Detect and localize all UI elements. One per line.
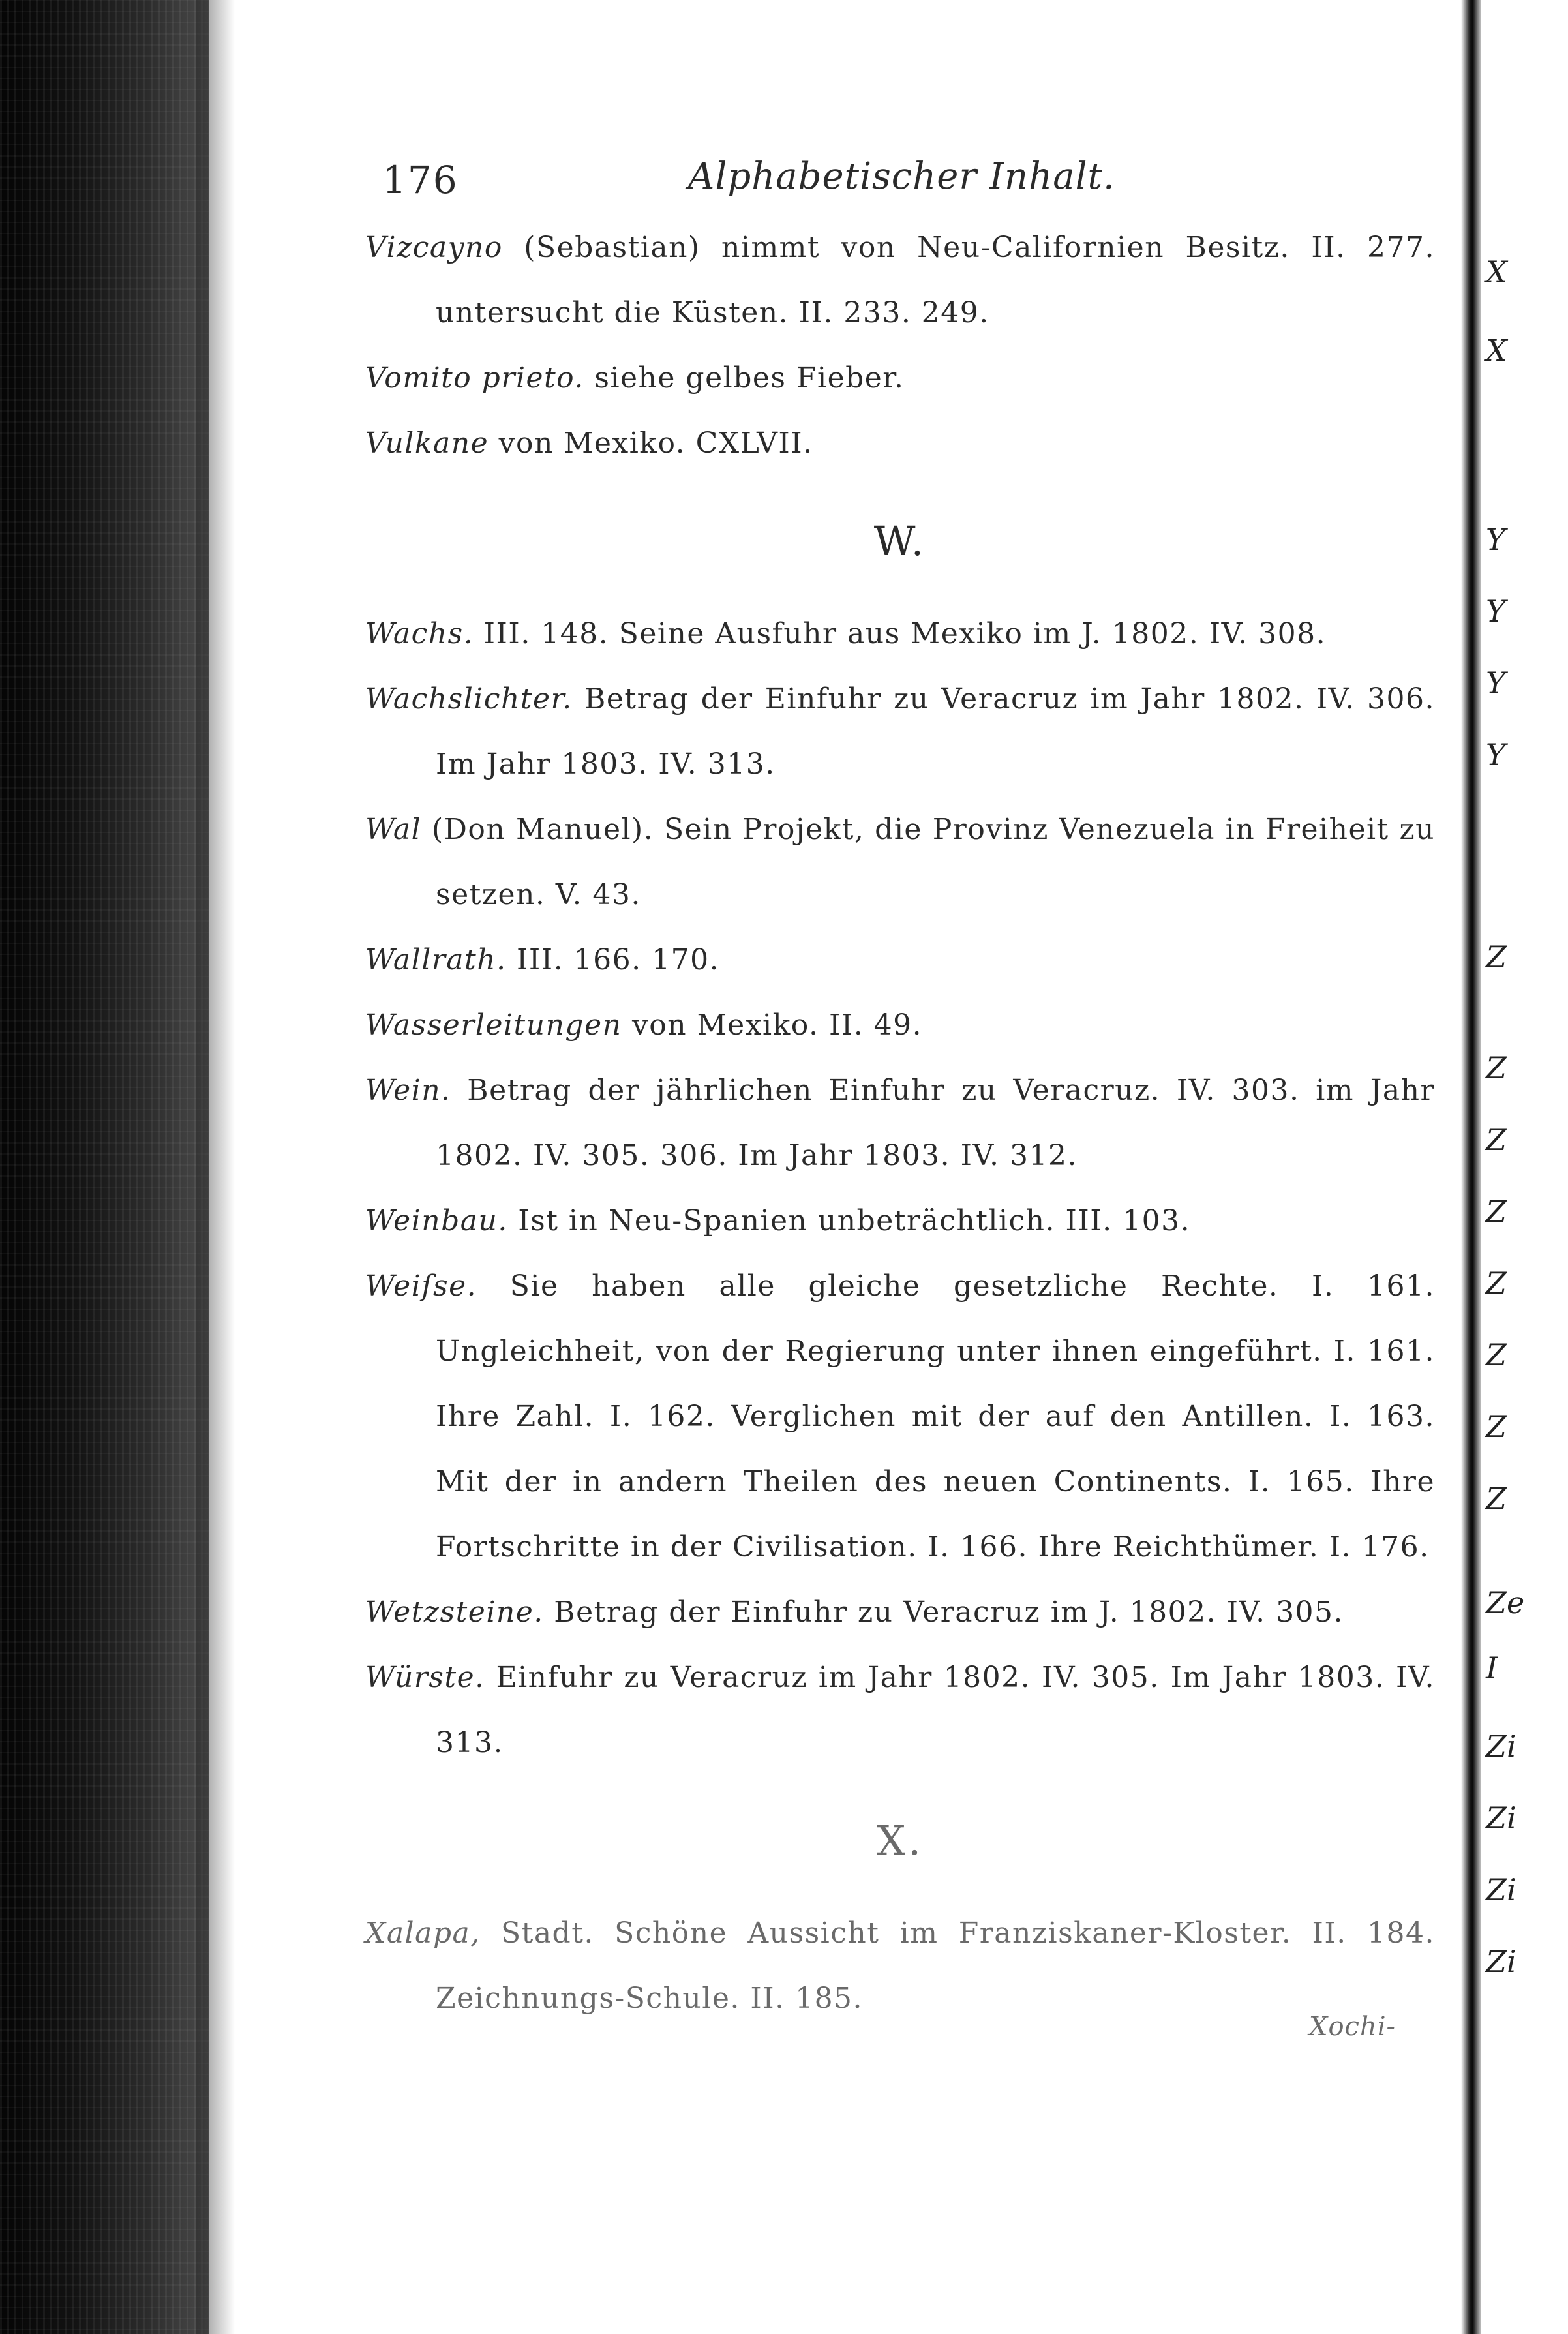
- entry-headword: Vulkane: [365, 427, 489, 460]
- entry-text: Sie haben alle gleiche gesetzliche Rechte. I. 161. Ungleichheit, von der Regierung unter ihnen eingeführt. I. 161. Ihre Zahl. I. 162. Verglichen mit der auf den Antillen. I. 163. Mit der in andern Theilen des neuen Continents. I. 165. Ihre Fortschritte in der Civilisation. I. 166. Ihre Reichthümer. I. 176.: [436, 1269, 1435, 1564]
- page-content: [365, 144, 1435, 2070]
- facing-page-letter: Zi: [1486, 1729, 1516, 1764]
- index-entry: [365, 797, 1435, 928]
- index-entry: [365, 1645, 1435, 1776]
- facing-page-letter: Zi: [1486, 1872, 1516, 1907]
- entry-text: (Sebastian) nimmt von Neu-Californien Besitz. II. 277. untersucht die Küsten. II. 233. 249.: [436, 231, 1435, 329]
- entry-headword: Würste.: [365, 1661, 485, 1694]
- index-entry: [365, 1580, 1435, 1645]
- entry-text: Betrag der jährlichen Einfuhr zu Veracruz. IV. 303. im Jahr 1802. IV. 305. 306. Im Jahr 1803. IV. 312.: [436, 1074, 1435, 1172]
- facing-page-letter: Y: [1486, 594, 1506, 629]
- index-entry: [365, 601, 1435, 667]
- page-header: [365, 144, 1435, 215]
- entry-text: Betrag der Einfuhr zu Veracruz im Jahr 1802. IV. 306. Im Jahr 1803. IV. 313.: [436, 682, 1435, 781]
- entry-text: Ist in Neu-Spanien unbeträchtlich. III. 103.: [507, 1204, 1191, 1237]
- entry-text: (Don Manuel). Sein Projekt, die Provinz Venezuela in Freiheit zu setzen. V. 43.: [421, 813, 1435, 911]
- facing-page-letter: X: [1486, 254, 1507, 290]
- entry-headword: Wachs.: [365, 617, 474, 650]
- index-entry: [365, 1254, 1435, 1580]
- catchword: Xochi-: [1308, 2012, 1396, 2042]
- facing-page-letter: Z: [1486, 1481, 1507, 1516]
- facing-page-letter: Z: [1486, 1050, 1507, 1085]
- entry-headword: Wal: [365, 813, 422, 846]
- facing-page-letter: I: [1486, 1650, 1498, 1686]
- entry-text: III. 148. Seine Ausfuhr aus Mexiko im J. 1802. IV. 308.: [474, 617, 1327, 650]
- book-gutter: [1461, 0, 1481, 2334]
- entry-text: Betrag der Einfuhr zu Veracruz im J. 1802. IV. 305.: [543, 1596, 1344, 1629]
- entry-headword: Wasserleitungen: [365, 1008, 622, 1042]
- index-entry: [365, 928, 1435, 993]
- entry-headword: Wein.: [365, 1074, 451, 1107]
- page-number: 176: [382, 158, 459, 202]
- entry-headword: Wetzsteine.: [365, 1596, 544, 1629]
- facing-page-letter: Zi: [1486, 1800, 1516, 1836]
- index-entry: [365, 1901, 1435, 2031]
- facing-page-letter: Z: [1486, 1122, 1507, 1157]
- index-entry: [365, 1058, 1435, 1189]
- facing-page-edge: [1481, 0, 1568, 2334]
- catchword-row: [365, 2012, 1435, 2070]
- section-heading-x: X.: [877, 1817, 924, 1864]
- index-entry: [365, 993, 1435, 1058]
- index-entry: [365, 1189, 1435, 1254]
- facing-page-letter: Z: [1486, 939, 1507, 975]
- entry-headword: Vizcayno: [365, 231, 503, 264]
- entry-text: von Mexiko. CXLVII.: [489, 427, 813, 460]
- entry-headword: Vomito prieto.: [365, 361, 584, 395]
- entry-text: III. 166. 170.: [506, 943, 720, 977]
- entries-x: [365, 1901, 1435, 2031]
- index-entry: [365, 215, 1435, 346]
- running-head: Alphabetischer Inhalt.: [688, 155, 1115, 198]
- index-entry: [365, 411, 1435, 476]
- facing-page-letter: Z: [1486, 1266, 1507, 1301]
- facing-page-letter: Ze: [1486, 1585, 1525, 1620]
- entry-text: Stadt. Schöne Aussicht im Franziskaner-Kloster. II. 184. Zeichnungs-Schule. II. 185.: [436, 1917, 1435, 2015]
- facing-page-letter: Z: [1486, 1337, 1507, 1372]
- entries-w: [365, 601, 1435, 1776]
- entry-headword: Weiſse.: [365, 1269, 477, 1303]
- entry-headword: Wallrath.: [365, 943, 507, 977]
- spine-shadow: [196, 0, 235, 2334]
- entry-headword: Xalapa,: [365, 1917, 481, 1950]
- entry-text: Einfuhr zu Veracruz im Jahr 1802. IV. 305. Im Jahr 1803. IV. 313.: [436, 1661, 1435, 1759]
- index-entry: [365, 667, 1435, 797]
- entry-text: von Mexiko. II. 49.: [622, 1008, 923, 1042]
- entry-headword: Weinbau.: [365, 1204, 508, 1237]
- index-entry: [365, 346, 1435, 411]
- section-heading-w: W.: [873, 517, 927, 565]
- facing-page-letter: Y: [1486, 522, 1506, 557]
- entry-headword: Wachslichter.: [365, 682, 573, 716]
- facing-page-letter: Z: [1486, 1194, 1507, 1229]
- entry-text: siehe gelbes Fieber.: [584, 361, 905, 395]
- facing-page-letter: Zi: [1486, 1944, 1516, 1979]
- facing-page-letter: X: [1486, 333, 1507, 368]
- entries-v: [365, 215, 1435, 476]
- book-spine: [0, 0, 209, 2334]
- facing-page-letter: Y: [1486, 737, 1506, 772]
- facing-page-letter: Z: [1486, 1409, 1507, 1444]
- facing-page-letter: Y: [1486, 665, 1506, 701]
